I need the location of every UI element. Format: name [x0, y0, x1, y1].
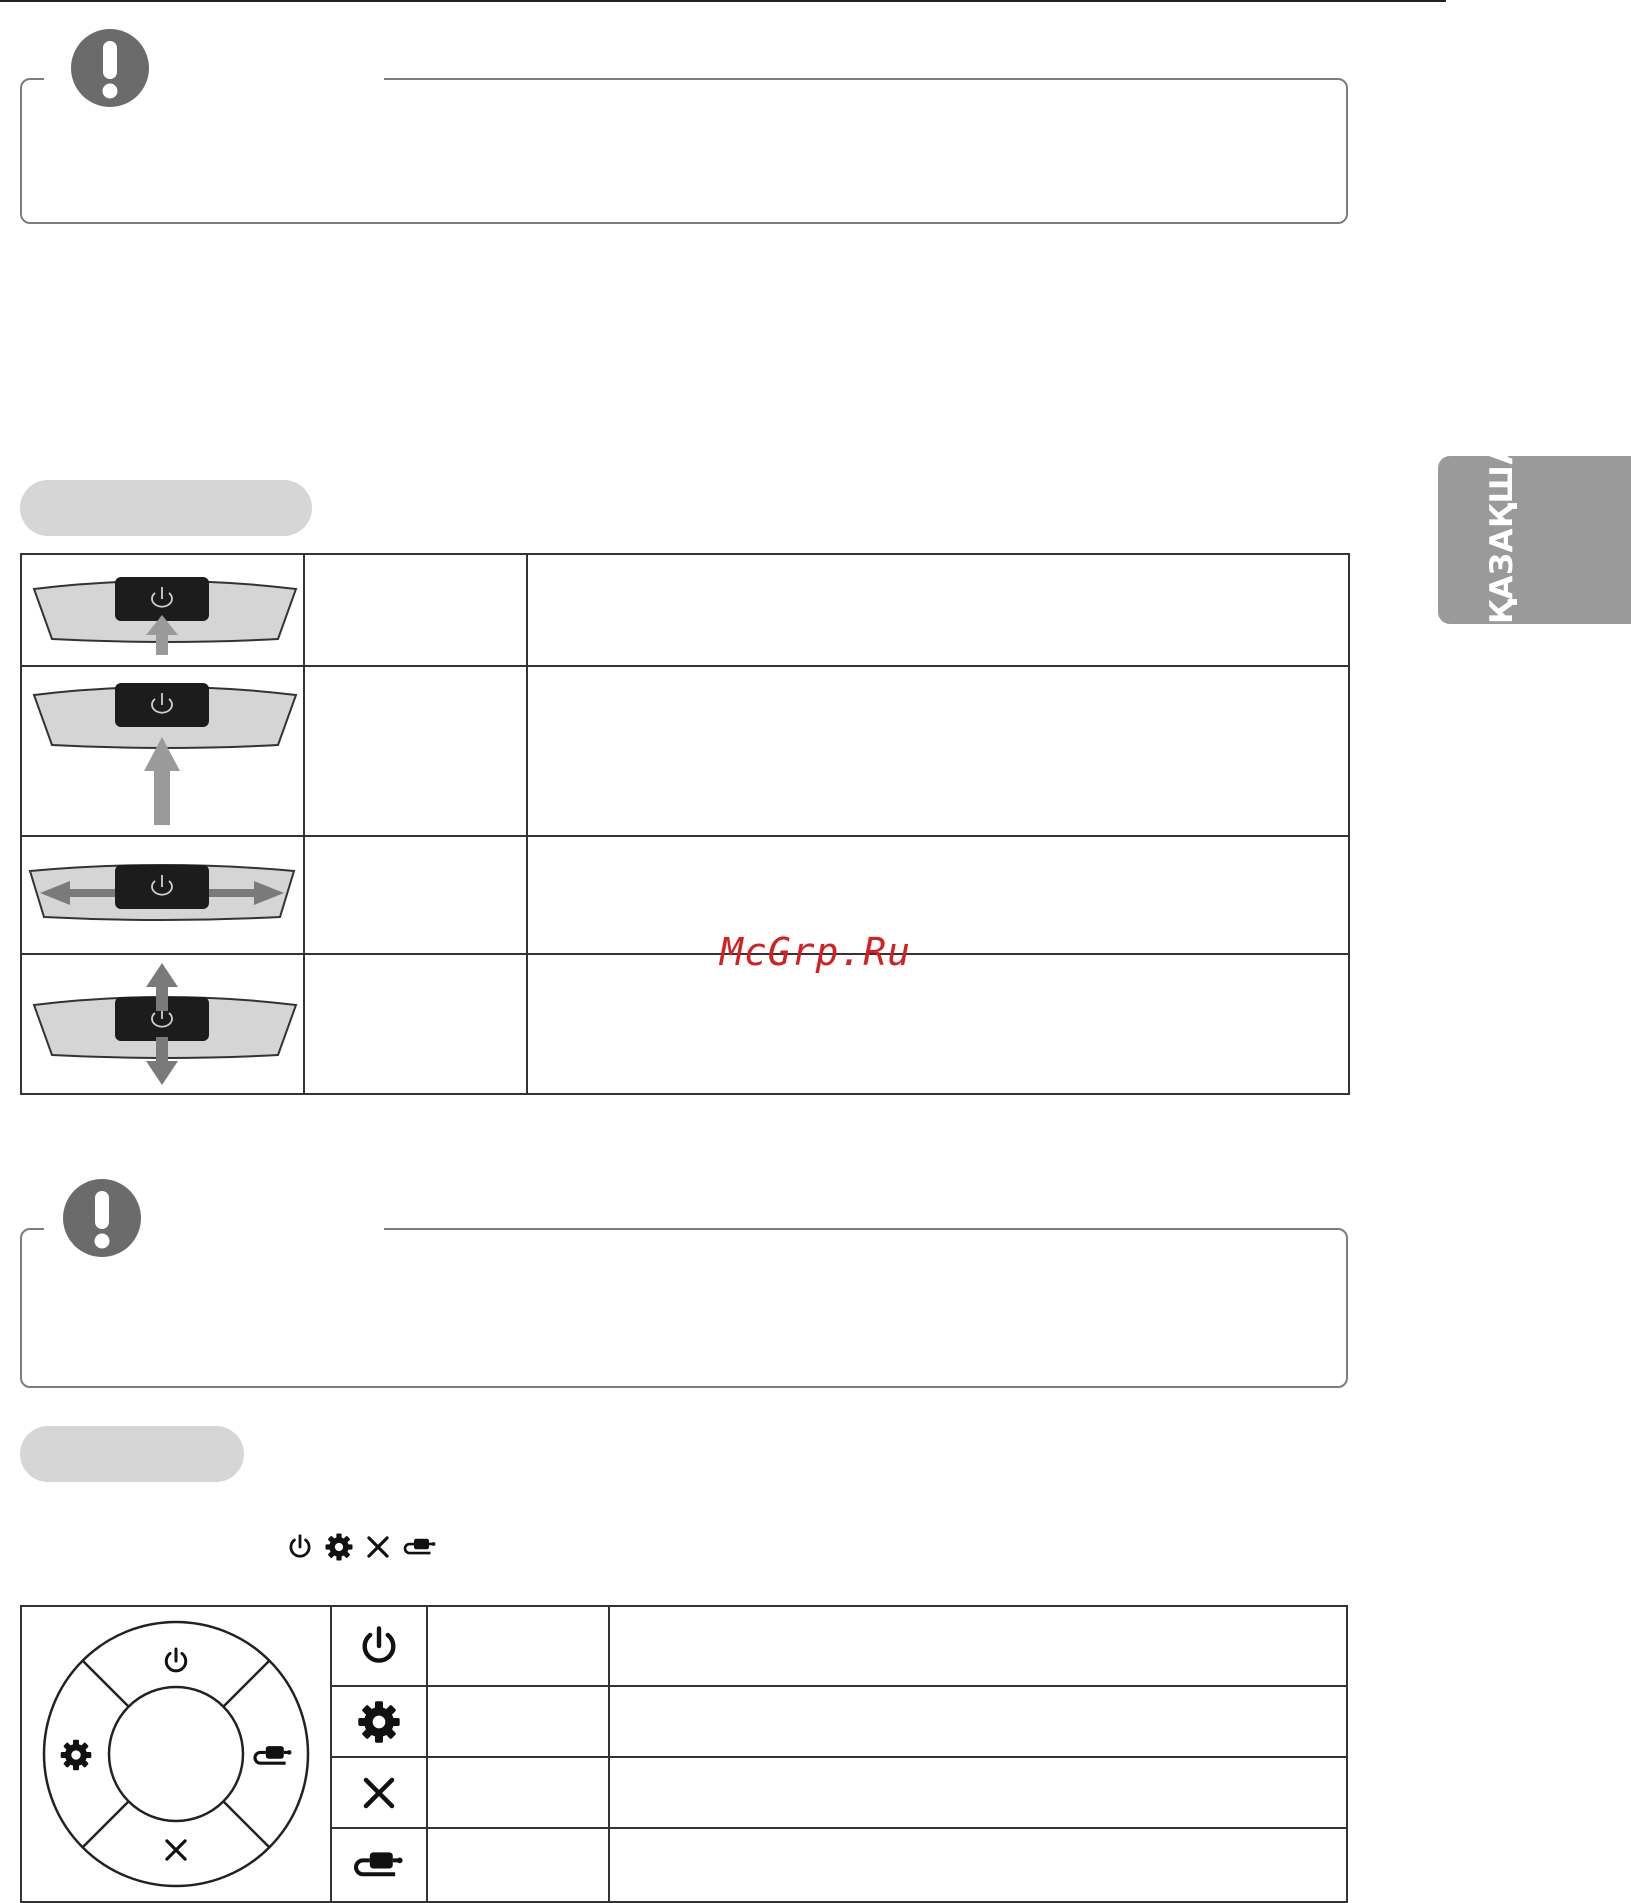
exclamation-icon — [62, 1178, 142, 1258]
side-tab-label: ҚАЗАҚША — [1484, 440, 1520, 624]
description-cell — [609, 1686, 1347, 1757]
language-side-tab — [1438, 440, 1631, 624]
joystick-menu-diagram-cell — [21, 1606, 331, 1902]
description-cell — [609, 1757, 1347, 1828]
gear-icon — [324, 1532, 354, 1562]
function-name-cell — [427, 1606, 609, 1686]
menu-icon-cell — [331, 1757, 427, 1828]
section-heading-pill — [20, 1426, 244, 1482]
power-icon — [357, 1624, 401, 1668]
menu-icon-cell — [331, 1606, 427, 1686]
table-row — [21, 1606, 1347, 1686]
function-name-cell — [427, 1686, 609, 1757]
joystick-illustration-cell — [21, 554, 304, 666]
joystick-illustration-cell — [21, 666, 304, 836]
notice-box — [20, 1228, 1348, 1388]
table-row — [21, 954, 1349, 1094]
gear-icon — [356, 1699, 402, 1745]
table-row — [21, 836, 1349, 954]
function-name-cell — [304, 836, 527, 954]
joystick-menu-diagram — [22, 1608, 330, 1900]
joystick-press-hold-icon — [22, 667, 303, 835]
table-row — [21, 554, 1349, 666]
joystick-table — [20, 553, 1350, 1095]
description-cell — [527, 954, 1349, 1094]
function-name-cell — [427, 1757, 609, 1828]
function-name-cell — [304, 554, 527, 666]
description-cell — [609, 1828, 1347, 1902]
notice-box — [20, 78, 1348, 224]
inline-menu-icons — [286, 1530, 438, 1564]
input-icon — [353, 1842, 405, 1888]
menu-icon-cell — [331, 1686, 427, 1757]
table-row — [21, 666, 1349, 836]
joystick-left-right-icon — [22, 837, 303, 953]
function-name-cell — [427, 1828, 609, 1902]
power-icon — [286, 1533, 314, 1561]
close-icon — [364, 1533, 392, 1561]
joystick-illustration-cell — [21, 836, 304, 954]
section-heading-pill — [20, 480, 312, 536]
exclamation-icon — [70, 28, 150, 108]
description-cell — [609, 1606, 1347, 1686]
description-cell — [527, 666, 1349, 836]
description-cell — [527, 836, 1349, 954]
input-icon — [402, 1532, 438, 1562]
top-rule — [0, 0, 1446, 2]
description-cell — [527, 554, 1349, 666]
function-name-cell — [304, 666, 527, 836]
close-icon — [359, 1773, 399, 1813]
joystick-illustration-cell — [21, 954, 304, 1094]
menu-icon-cell — [331, 1828, 427, 1902]
watermark: McGrp.Ru — [720, 930, 912, 974]
function-name-cell — [304, 954, 527, 1094]
joystick-press-icon — [22, 555, 303, 665]
menu-table — [20, 1605, 1348, 1903]
joystick-up-down-icon — [22, 955, 303, 1093]
